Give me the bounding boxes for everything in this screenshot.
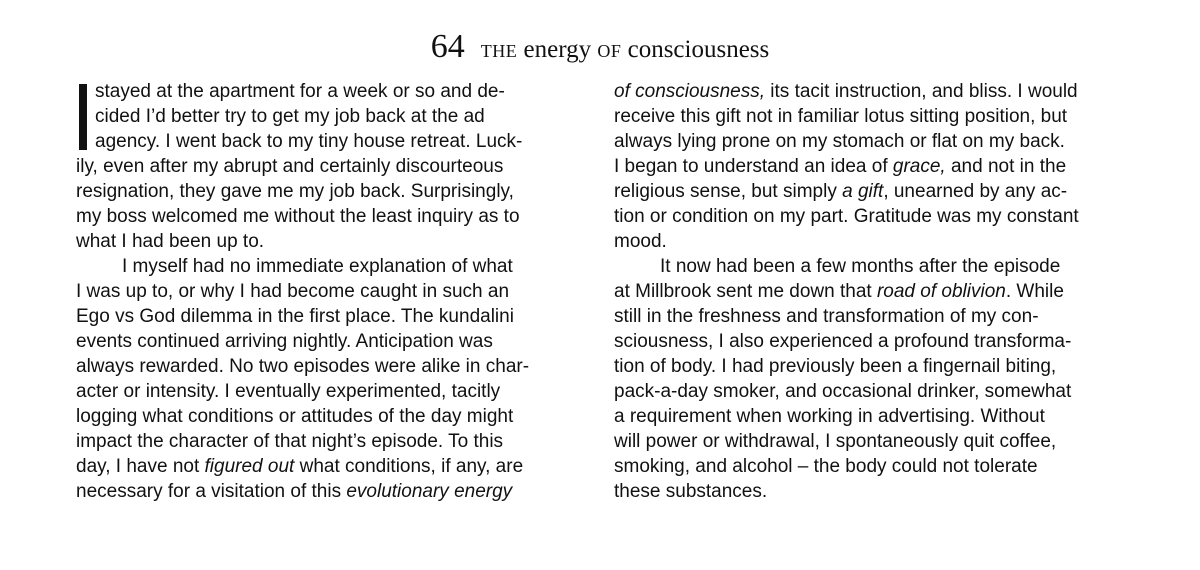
text-run: cided I’d better try to get my job back at the ad	[95, 106, 485, 127]
text-run: It now had been a few months after the episode	[660, 256, 1061, 277]
text-line	[76, 154, 576, 179]
text-line	[76, 404, 576, 429]
text-run: a requirement when working in advertising. Without	[614, 406, 1045, 427]
text-line	[614, 79, 1134, 104]
text-line	[614, 379, 1134, 404]
text-line	[614, 279, 1134, 304]
text-run: . While	[1005, 281, 1064, 302]
text-run: these substances.	[614, 481, 768, 502]
running-title-word: consciousness	[621, 36, 770, 63]
text-run: always rewarded. No two episodes were alike in char-	[76, 356, 530, 377]
text-run: I began to understand an idea of	[614, 156, 893, 177]
running-head	[0, 28, 1200, 66]
right-text-column	[614, 79, 1134, 504]
running-title-word: OF	[597, 41, 622, 61]
running-title	[480, 36, 770, 63]
text-run: resignation, they gave me my job back. Surprisingly,	[76, 181, 514, 202]
italic-text: a gift	[842, 181, 884, 202]
text-run: stayed at the apartment for a week or so and de-	[95, 81, 505, 102]
running-title-word: THE	[480, 41, 518, 61]
text-run: day, I have not	[76, 456, 205, 477]
text-line	[614, 329, 1134, 354]
text-run: what conditions, if any, are	[294, 456, 524, 477]
running-title-word: energy	[517, 36, 598, 63]
italic-text: evolutionary energy	[346, 481, 513, 502]
text-line	[76, 229, 576, 254]
italic-text: of consciousness,	[614, 81, 766, 102]
text-line	[76, 304, 576, 329]
text-line	[76, 379, 576, 404]
text-run: receive this gift not in familiar lotus sitting position, but	[614, 106, 1068, 127]
text-run: pack-a-day smoker, and occasional drinker, somewhat	[614, 381, 1072, 402]
text-line	[76, 129, 576, 154]
text-line	[614, 129, 1134, 154]
text-line	[614, 104, 1134, 129]
text-run: acter or intensity. I eventually experimented, tacitly	[76, 381, 501, 402]
text-line	[76, 354, 576, 379]
text-run: smoking, and alcohol – the body could not tolerate	[614, 456, 1038, 477]
text-line	[76, 329, 576, 354]
text-run: always lying prone on my stomach or flat on my back.	[614, 131, 1065, 152]
text-run: my boss welcomed me without the least inquiry as to	[76, 206, 520, 227]
drop-cap-initial	[79, 84, 87, 150]
text-line	[76, 479, 576, 504]
left-text-column	[76, 79, 576, 504]
text-run: agency. I went back to my tiny house retreat. Luck-	[95, 131, 523, 152]
text-line	[614, 154, 1134, 179]
text-line	[76, 279, 576, 304]
text-run: sciousness, I also experienced a profound transforma-	[614, 331, 1072, 352]
text-line	[614, 254, 1134, 279]
text-line	[614, 354, 1134, 379]
text-line	[76, 204, 576, 229]
text-line	[614, 229, 1134, 254]
text-run: religious sense, but simply	[614, 181, 843, 202]
text-run: what I had been up to.	[76, 231, 265, 252]
text-run: necessary for a visitation of this	[76, 481, 347, 502]
text-line	[614, 454, 1134, 479]
text-line	[76, 454, 576, 479]
text-run: and not in the	[945, 156, 1067, 177]
text-line	[614, 404, 1134, 429]
text-run: will power or withdrawal, I spontaneously quit coffee,	[614, 431, 1057, 452]
text-line	[614, 429, 1134, 454]
text-line	[614, 179, 1134, 204]
text-run: I myself had no immediate explanation of what	[122, 256, 513, 277]
text-run: still in the freshness and transformation of my con-	[614, 306, 1039, 327]
text-run: its tacit instruction, and bliss. I would	[765, 81, 1078, 102]
text-line	[76, 429, 576, 454]
text-line	[614, 479, 1134, 504]
text-run: events continued arriving nightly. Anticipation was	[76, 331, 493, 352]
text-line	[76, 254, 576, 279]
text-line	[76, 104, 576, 129]
text-run: at Millbrook sent me down that	[614, 281, 877, 302]
text-line	[614, 304, 1134, 329]
text-run: impact the character of that night’s episode. To this	[76, 431, 504, 452]
text-run: tion of body. I had previously been a fingernail biting,	[614, 356, 1057, 377]
text-run: ily, even after my abrupt and certainly discourteous	[76, 156, 504, 177]
text-run: , unearned by any ac-	[883, 181, 1068, 202]
italic-text: figured out	[204, 456, 295, 477]
text-run: I was up to, or why I had become caught in such an	[76, 281, 510, 302]
text-line	[76, 79, 576, 104]
text-run: mood.	[614, 231, 667, 252]
text-line	[76, 179, 576, 204]
text-run: logging what conditions or attitudes of the day might	[76, 406, 514, 427]
italic-text: grace,	[892, 156, 946, 177]
text-line	[614, 204, 1134, 229]
page-number: 64	[430, 28, 465, 65]
text-run: tion or condition on my part. Gratitude was my constant	[614, 206, 1079, 227]
text-run: Ego vs God dilemma in the first place. The kundalini	[76, 306, 514, 327]
italic-text: road of oblivion	[876, 281, 1006, 302]
